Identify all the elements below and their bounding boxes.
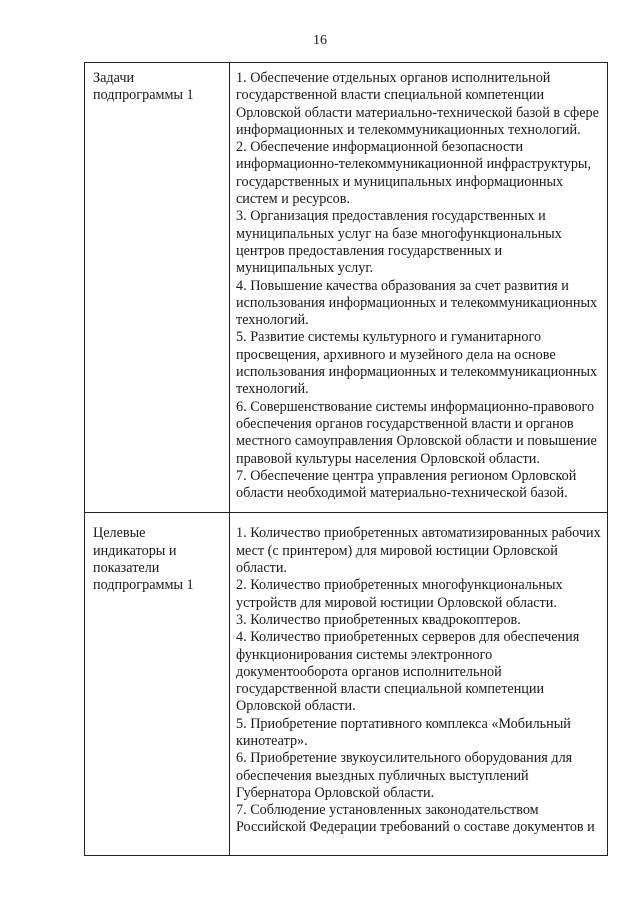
task-item-5: 5. Развитие системы культурного и гуманитарного просвещения, архивного и музейного дела на основе использования информационных и телекоммуникационных технологий. xyxy=(236,329,598,398)
table-row-indicators xyxy=(85,513,608,856)
program-table xyxy=(84,62,608,856)
task-item-1: 1. Обеспечение отдельных органов исполнительной государственной власти специальной компетенции Орловской области материально-технической базой в сфере информационных и телекоммуникационных технологий. xyxy=(236,70,599,138)
row-label-tasks: Задачи подпрограммы 1 xyxy=(85,63,230,513)
indicator-item-1: 1. Количество приобретенных автоматизированных рабочих мест (с принтером) для мировой юстиции Орловской области. xyxy=(236,525,601,577)
task-item-7: 7. Обеспечение центра управления регионом Орловской области необходимой материально-технической базой. xyxy=(236,467,577,502)
row-label-indicators: Целевые индикаторы и показатели подпрограммы 1 xyxy=(85,513,230,856)
indicator-item-2: 2. Количество приобретенных многофункциональных устройств для мировой юстиции Орловской области. xyxy=(236,577,563,611)
indicator-item-7: 7. Соблюдение установленных законодательством Российской Федерации требований о составе документов и xyxy=(236,802,595,836)
task-item-4: 4. Повышение качества образования за счет развития и использования информационных и телекоммуникационных технологий. xyxy=(236,277,598,329)
indicator-item-5: 5. Приобретение портативного комплекса «Мобильный кинотеатр». xyxy=(236,715,571,749)
indicator-item-6: 6. Приобретение звукоусилительного оборудования для обеспечения выездных публичных выступлений Губернатора Орловской области. xyxy=(236,750,573,801)
indicator-item-4: 4. Количество приобретенных серверов для обеспечения функционирования системы электронного документооборота органов исполнительной государственной власти специальной компетенции Орловской области. xyxy=(236,629,580,715)
row-content-tasks xyxy=(230,63,608,513)
row-content-indicators xyxy=(230,513,608,856)
task-item-6: 6. Совершенствование системы информационно-правового обеспечения органов государственной власти и органов местного самоуправления Орловской области и повышение правовой культуры населения Орловской области. xyxy=(236,398,597,467)
page-number: 16 xyxy=(313,33,327,48)
indicator-item-3: 3. Количество приобретенных квадрокоптеров. xyxy=(236,611,521,628)
task-item-2: 2. Обеспечение информационной безопасности информационно-телекоммуникационной инфраструктуры, государственных и муниципальных информационных систем и ресурсов. xyxy=(236,139,592,208)
table-row-tasks xyxy=(85,63,608,513)
task-item-3: 3. Организация предоставления государственных и муниципальных услуг на базе многофункциональных центров предоставления государственных и муниципальных услуг. xyxy=(236,208,562,277)
